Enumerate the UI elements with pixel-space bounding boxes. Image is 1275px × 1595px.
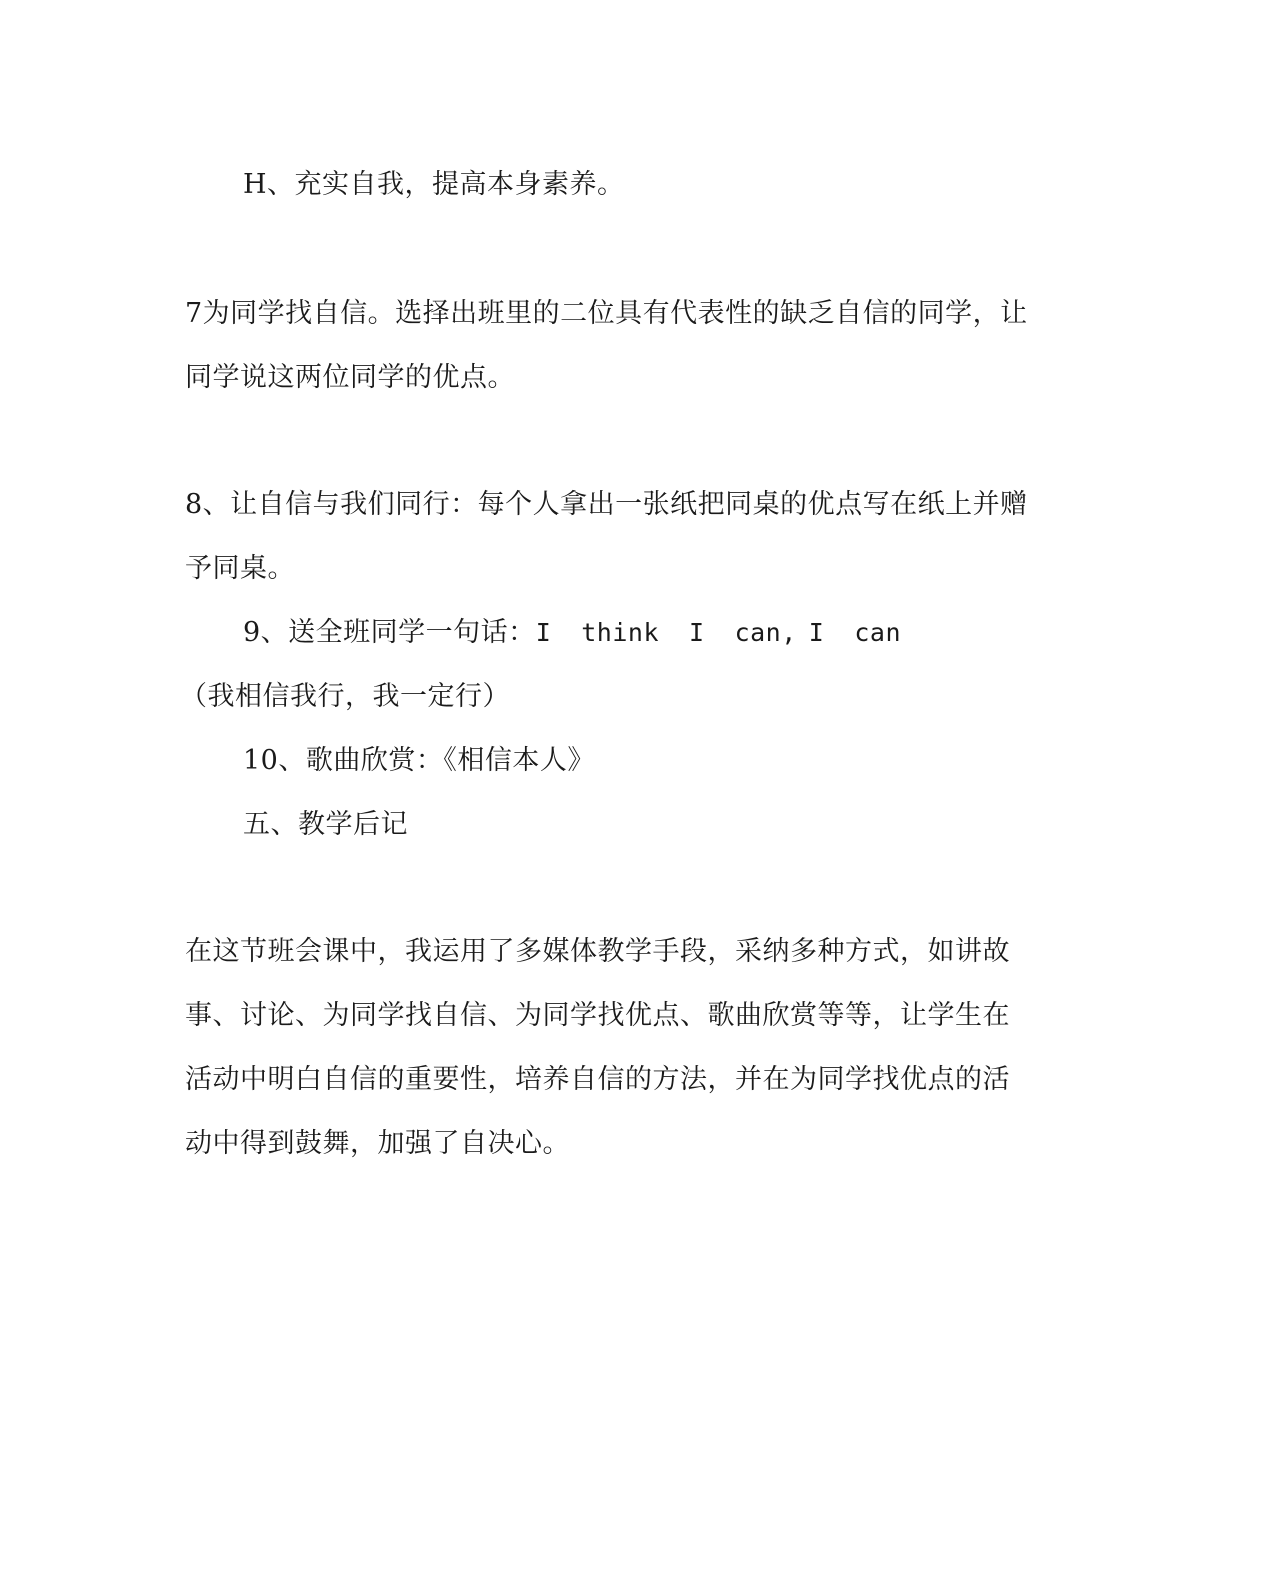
- afterword-line-1: 在这节班会课中，我运用了多媒体教学手段，采纳多种方式，如讲故: [185, 936, 1010, 967]
- afterword-line-3: 活动中明白自信的重要性，培养自信的方法，并在为同学找优点的活: [185, 1064, 1010, 1095]
- item-10: 10、歌曲欣赏：《相信本人》: [243, 745, 595, 776]
- item-8-line-1: 8、让自信与我们同行：每个人拿出一张纸把同桌的优点写在纸上并赠: [185, 489, 1028, 520]
- item-9-word: I: [808, 618, 825, 647]
- afterword-line-2: 事、讨论、为同学找自信、为同学找优点、歌曲欣赏等等，让学生在: [185, 1000, 1010, 1031]
- item-9-word: can: [854, 618, 902, 647]
- item-9: [243, 616, 901, 650]
- item-7-line-1: 7为同学找自信。选择出班里的二位具有代表性的缺乏自信的同学，让: [185, 298, 1028, 329]
- item-h: H、充实自我，提高本身素养。: [243, 169, 625, 200]
- item-9-word: I: [689, 618, 705, 647]
- item-9-prefix: 9、送全班同学一句话：: [243, 617, 536, 648]
- item-9-translation: （我相信我行，我一定行）: [180, 681, 510, 712]
- section-5-heading: 五、教学后记: [243, 809, 408, 840]
- afterword-line-4: 动中得到鼓舞，加强了自决心。: [185, 1128, 570, 1159]
- item-9-word: can,: [734, 618, 797, 647]
- item-8-line-2: 予同桌。: [185, 553, 295, 584]
- item-9-word: think: [581, 618, 660, 647]
- item-9-word: I: [535, 618, 552, 647]
- item-7-line-2: 同学说这两位同学的优点。: [185, 362, 515, 393]
